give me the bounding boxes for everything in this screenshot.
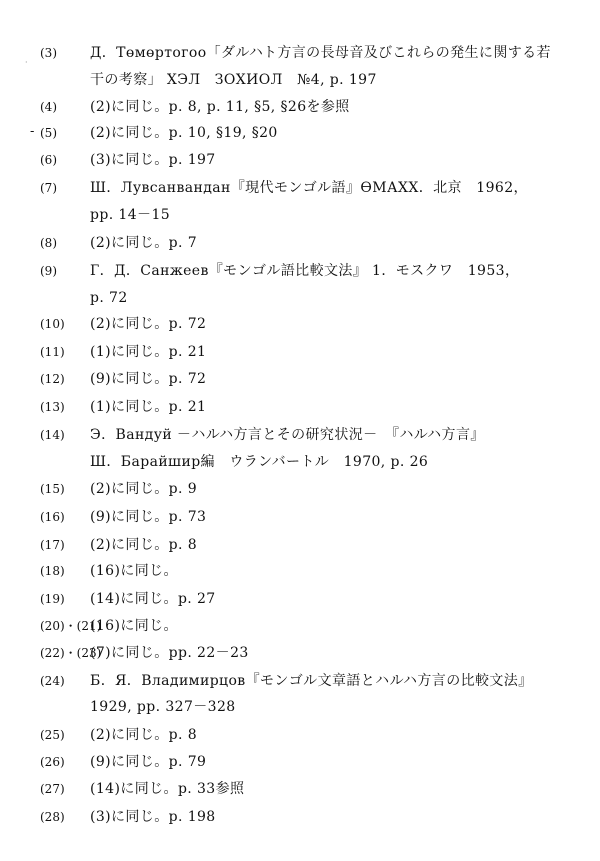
footnote-text: (14)に同じ。p. 27 bbox=[90, 591, 216, 607]
footnote-number: (9) bbox=[40, 264, 57, 278]
footnote-text: (1)に同じ。p. 21 bbox=[90, 344, 207, 360]
footnote-number: (7) bbox=[40, 181, 57, 195]
footnote-text: (7)に同じ。pp. 22－23 bbox=[90, 645, 249, 661]
footnote-text: Ш．Лувсанвандан『現代モンゴル語』ӨМАХХ．北京 1962， bbox=[90, 180, 528, 196]
footnote-number: (15) bbox=[40, 482, 65, 496]
footnote-number: (3) bbox=[40, 46, 57, 60]
footnote-number: (8) bbox=[40, 236, 57, 250]
footnote-text: (2)に同じ。p. 7 bbox=[90, 235, 198, 251]
footnote-number: (24) bbox=[40, 674, 65, 688]
footnote-text: (14)に同じ。p. 33参照 bbox=[90, 781, 245, 797]
footnote-text: Б．Я．Владимирцов『モンゴル文章語とハルハ方言の比較文法』 bbox=[90, 673, 533, 689]
footnote-text: (16)に同じ。 bbox=[90, 618, 178, 634]
footnote-7-continuation: pp. 14－15 bbox=[90, 207, 171, 223]
footnote-text: (2)に同じ。p. 72 bbox=[90, 316, 207, 332]
footnote-number: (12) bbox=[40, 372, 65, 386]
footnote-number: (14) bbox=[40, 428, 65, 442]
footnote-number: (19) bbox=[40, 592, 65, 606]
footnote-number: (25) bbox=[40, 728, 65, 742]
footnote-text: (2)に同じ。p. 10, §19, §20 bbox=[90, 125, 278, 141]
footnote-text: Э．Вандуй －ハルハ方言とその研究状況－ 『ハルハ方言』 bbox=[90, 427, 485, 443]
footnote-number: (5) bbox=[40, 126, 57, 140]
footnote-text: (9)に同じ。p. 73 bbox=[90, 509, 207, 525]
footnote-number: (22)・(23) bbox=[40, 646, 102, 660]
footnote-number: (4) bbox=[40, 100, 57, 114]
footnote-text: (2)に同じ。p. 8 bbox=[90, 537, 198, 553]
margin-speck: · bbox=[25, 58, 28, 67]
footnote-number: (13) bbox=[40, 400, 65, 414]
footnote-text: (9)に同じ。p. 72 bbox=[90, 371, 207, 387]
footnote-number: (17) bbox=[40, 538, 65, 552]
footnote-text: (16)に同じ。 bbox=[90, 563, 178, 579]
footnote-text: Д．Төмөртогоо「ダルハト方言の長母音及びこれらの発生に関する若 bbox=[90, 45, 551, 61]
footnote-number: (6) bbox=[40, 153, 57, 167]
footnote-number: (16) bbox=[40, 510, 65, 524]
footnote-text: (2)に同じ。p. 9 bbox=[90, 481, 198, 497]
footnote-number: (18) bbox=[40, 564, 65, 578]
footnote-9-continuation: p. 72 bbox=[90, 290, 128, 306]
footnote-24-continuation: 1929, pp. 327－328 bbox=[90, 699, 236, 715]
margin-dash: - bbox=[30, 124, 35, 139]
footnote-number: (10) bbox=[40, 317, 65, 331]
footnote-number: (11) bbox=[40, 345, 65, 359]
footnote-text: Г．Д．Санжеев『モンゴル語比較文法』 1．モスクワ 1953， bbox=[90, 263, 520, 279]
footnote-text: (9)に同じ。p. 79 bbox=[90, 754, 207, 770]
footnote-text: (3)に同じ。p. 198 bbox=[90, 809, 216, 825]
footnote-text: (2)に同じ。p. 8, p. 11, §5, §26を参照 bbox=[90, 99, 350, 115]
footnote-text: (2)に同じ。p. 8 bbox=[90, 727, 198, 743]
footnote-number: (26) bbox=[40, 755, 65, 769]
footnote-number: (28) bbox=[40, 810, 65, 824]
footnote-number: (27) bbox=[40, 782, 65, 796]
footnote-text: (1)に同じ。p. 21 bbox=[90, 399, 207, 415]
footnote-text: (3)に同じ。p. 197 bbox=[90, 152, 216, 168]
footnote-3-continuation: 干の考察」 ХЭЛ ЗОХИОЛ №4, p. 197 bbox=[90, 72, 377, 88]
footnote-number: (20)・(21) bbox=[40, 619, 102, 633]
footnote-14-continuation: Ш．Барайшир編 ウランバートル 1970, p. 26 bbox=[90, 454, 429, 470]
